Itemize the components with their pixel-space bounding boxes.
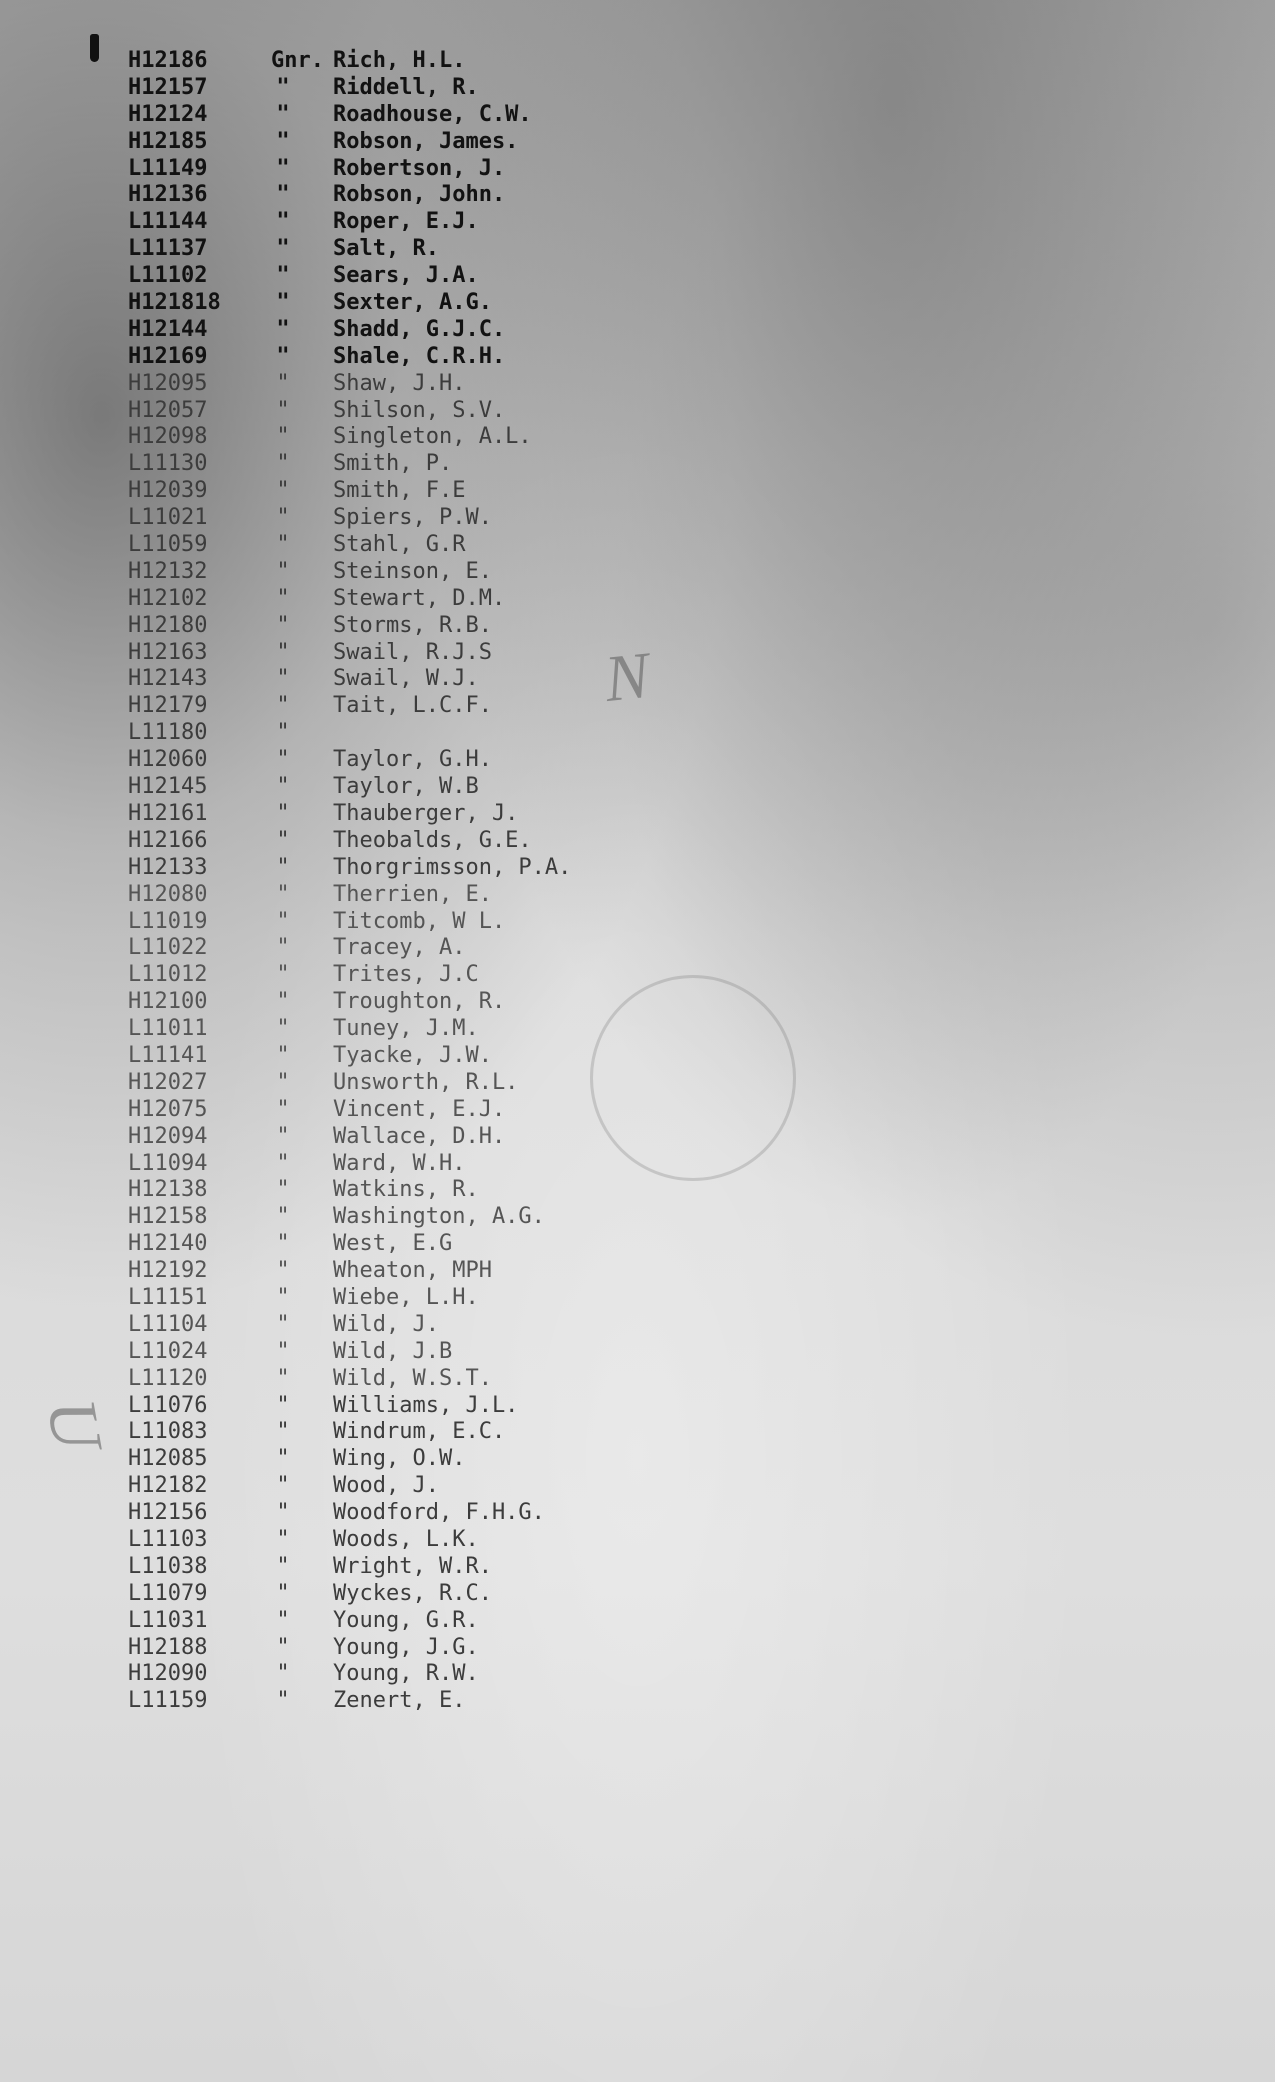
service-number: H12145: [128, 774, 208, 800]
soldier-name: Swail, R.J.S: [333, 639, 492, 665]
roster-row: [128, 1312, 688, 1339]
rank: ": [276, 1204, 290, 1230]
service-number: H12140: [128, 1231, 208, 1257]
soldier-name: Tait, L.C.F.: [333, 693, 492, 719]
roster-row: [128, 129, 688, 156]
service-number: H12095: [128, 370, 208, 396]
rank: ": [276, 558, 290, 584]
service-number: H12057: [128, 397, 208, 423]
service-number: H12075: [128, 1096, 208, 1122]
soldier-name: Wiebe, L.H.: [333, 1284, 479, 1310]
roster-row: [128, 1419, 688, 1446]
rank: ": [276, 424, 290, 450]
soldier-name: Robertson, J.: [333, 155, 506, 181]
rank: ": [276, 908, 290, 934]
rank: ": [276, 397, 290, 423]
soldier-name: Taylor, G.H.: [333, 747, 492, 773]
service-number: H12124: [128, 101, 208, 127]
rank: ": [276, 962, 290, 988]
roster-row: [128, 1688, 688, 1715]
roster-row: [128, 1581, 688, 1608]
roster-row: [128, 75, 688, 102]
soldier-name: Vincent, E.J.: [333, 1096, 506, 1122]
soldier-name: Zenert, E.: [333, 1688, 466, 1714]
service-number: H12060: [128, 747, 208, 773]
service-number: H12161: [128, 800, 208, 826]
soldier-name: Tuney, J.M.: [333, 1016, 479, 1042]
rank: ": [276, 1258, 290, 1284]
roster-row: [128, 209, 688, 236]
rank: ": [276, 693, 290, 719]
roster-row: [128, 236, 688, 263]
roster-row: [128, 1393, 688, 1420]
rank: ": [276, 209, 290, 235]
roster-row: [128, 182, 688, 209]
soldier-name: Shale, C.R.H.: [333, 343, 506, 369]
rank: ": [276, 236, 290, 262]
soldier-name: Tracey, A.: [333, 935, 466, 961]
rank: ": [276, 263, 290, 289]
rank: ": [276, 532, 290, 558]
service-number: L11076: [128, 1392, 208, 1418]
rank: ": [276, 1473, 290, 1499]
soldier-name: Robson, John.: [333, 182, 506, 208]
pencil-annotation-right: N: [601, 638, 653, 717]
soldier-name: Young, R.W.: [333, 1661, 479, 1687]
service-number: L11011: [128, 1016, 208, 1042]
service-number: H12188: [128, 1634, 208, 1660]
roster-row: [128, 586, 688, 613]
soldier-name: Woodford, F.H.G.: [333, 1500, 545, 1526]
soldier-name: Roper, E.J.: [333, 209, 479, 235]
rank: ": [276, 101, 290, 127]
roster-row: [128, 505, 688, 532]
service-number: H12143: [128, 666, 208, 692]
service-number: H12136: [128, 182, 208, 208]
roster-row: [128, 478, 688, 505]
roster-row: [128, 451, 688, 478]
service-number: L11079: [128, 1580, 208, 1606]
rank: ": [276, 1553, 290, 1579]
rank: ": [276, 827, 290, 853]
roster-row: [128, 1177, 688, 1204]
rank: ": [276, 1500, 290, 1526]
service-number: L11094: [128, 1150, 208, 1176]
rank: ": [276, 1634, 290, 1660]
service-number: H12157: [128, 74, 208, 100]
rank: ": [276, 128, 290, 154]
roster-row: [128, 613, 688, 640]
soldier-name: Taylor, W.B: [333, 774, 479, 800]
roster-row: [128, 1258, 688, 1285]
soldier-name: Smith, F.E: [333, 478, 466, 504]
roster-row: [128, 1285, 688, 1312]
soldier-name: Wheaton, MPH: [333, 1258, 492, 1284]
rank: ": [276, 585, 290, 611]
rank: ": [276, 1419, 290, 1445]
service-number: L11120: [128, 1365, 208, 1391]
soldier-name: Robson, James.: [333, 128, 519, 154]
roster-row: [128, 935, 688, 962]
soldier-name: Washington, A.G.: [333, 1204, 545, 1230]
soldier-name: Roadhouse, C.W.: [333, 101, 532, 127]
roster-row: [128, 828, 688, 855]
service-number: H12186: [128, 48, 208, 73]
service-number: L11022: [128, 935, 208, 961]
roster-row: [128, 1527, 688, 1554]
service-number: H12169: [128, 343, 208, 369]
service-number: H12094: [128, 1123, 208, 1149]
soldier-name: Wild, J.: [333, 1311, 439, 1337]
rank: ": [276, 1311, 290, 1337]
roster-row: [128, 102, 688, 129]
rank: ": [276, 290, 290, 316]
rank: ": [276, 1123, 290, 1149]
soldier-name: Troughton, R.: [333, 989, 506, 1015]
service-number: H12132: [128, 558, 208, 584]
rank: ": [276, 1096, 290, 1122]
roster-row: [128, 1446, 688, 1473]
rank: ": [276, 478, 290, 504]
roster-row: [128, 1661, 688, 1688]
rank: ": [276, 854, 290, 880]
roster-row: [128, 1151, 688, 1178]
roster-row: [128, 747, 688, 774]
rank: ": [276, 639, 290, 665]
service-number: H121818: [128, 290, 221, 316]
roster-row: [128, 693, 688, 720]
soldier-name: West, E.G: [333, 1231, 453, 1257]
soldier-name: Williams, J.L.: [333, 1392, 519, 1418]
roster-row: [128, 317, 688, 344]
roster-row: [128, 666, 688, 693]
soldier-name: Thorgrimsson, P.A.: [333, 854, 572, 880]
rank: ": [276, 612, 290, 638]
soldier-name: Shaw, J.H.: [333, 370, 466, 396]
rank: ": [276, 1042, 290, 1068]
rank: ": [276, 666, 290, 692]
soldier-name: Spiers, P.W.: [333, 505, 492, 531]
service-number: L11083: [128, 1419, 208, 1445]
soldier-name: Wright, W.R.: [333, 1553, 492, 1579]
soldier-name: Unsworth, R.L.: [333, 1069, 519, 1095]
service-number: L11102: [128, 263, 208, 289]
roster-row: [128, 882, 688, 909]
soldier-name: Wild, J.B: [333, 1338, 453, 1364]
soldier-name: Storms, R.B.: [333, 612, 492, 638]
rank: ": [276, 451, 290, 477]
roster-row: [128, 801, 688, 828]
roster-row: [128, 1097, 688, 1124]
soldier-name: Titcomb, W L.: [333, 908, 506, 934]
soldier-name: Stewart, D.M.: [333, 585, 506, 611]
soldier-name: Steinson, E.: [333, 558, 492, 584]
rank: ": [276, 1177, 290, 1203]
rank: ": [276, 343, 290, 369]
soldier-name: Woods, L.K.: [333, 1526, 479, 1552]
service-number: H12185: [128, 128, 208, 154]
service-number: H12039: [128, 478, 208, 504]
rank: ": [276, 989, 290, 1015]
roster-row: [128, 855, 688, 882]
roster-row: [128, 720, 688, 747]
service-number: L11024: [128, 1338, 208, 1364]
service-number: H12192: [128, 1258, 208, 1284]
service-number: L11180: [128, 720, 208, 746]
service-number: H12090: [128, 1661, 208, 1687]
rank: ": [276, 1069, 290, 1095]
service-number: H12133: [128, 854, 208, 880]
roster-row: [128, 909, 688, 936]
service-number: H12098: [128, 424, 208, 450]
service-number: L11059: [128, 532, 208, 558]
rank: ": [276, 155, 290, 181]
rank: ": [276, 370, 290, 396]
rank: ": [276, 800, 290, 826]
service-number: H12179: [128, 693, 208, 719]
soldier-name: Stahl, G.R: [333, 532, 466, 558]
rank: ": [276, 747, 290, 773]
rank: ": [276, 1338, 290, 1364]
roster-row: [128, 263, 688, 290]
soldier-name: Trites, J.C: [333, 962, 479, 988]
roster-row: [128, 1366, 688, 1393]
rank: ": [276, 1526, 290, 1552]
service-number: H12182: [128, 1473, 208, 1499]
service-number: L11019: [128, 908, 208, 934]
service-number: L11159: [128, 1688, 208, 1714]
service-number: L11141: [128, 1042, 208, 1068]
roster-row: [128, 1500, 688, 1527]
roster-row: [128, 1043, 688, 1070]
service-number: H12027: [128, 1069, 208, 1095]
soldier-name: Rich, H.L.: [333, 48, 466, 73]
rank: ": [276, 720, 290, 746]
service-number: H12180: [128, 612, 208, 638]
service-number: H12158: [128, 1204, 208, 1230]
rank: ": [276, 182, 290, 208]
pencil-annotation-left: U: [31, 1393, 117, 1457]
service-number: L11149: [128, 155, 208, 181]
service-number: L11021: [128, 505, 208, 531]
ink-mark: [90, 34, 99, 62]
service-number: H12163: [128, 639, 208, 665]
roster-row: [128, 1070, 688, 1097]
soldier-name: Salt, R.: [333, 236, 439, 262]
service-number: L11151: [128, 1284, 208, 1310]
soldier-name: Swail, W.J.: [333, 666, 479, 692]
rank: ": [276, 316, 290, 342]
rank: ": [276, 1231, 290, 1257]
service-number: H12102: [128, 585, 208, 611]
service-number: L11137: [128, 236, 208, 262]
service-number: H12144: [128, 316, 208, 342]
rank: ": [276, 1607, 290, 1633]
roster-row: [128, 989, 688, 1016]
roster-row: [128, 1339, 688, 1366]
roster-row: [128, 398, 688, 425]
roster-row: [128, 559, 688, 586]
soldier-name: Smith, P.: [333, 451, 453, 477]
soldier-name: Wing, O.W.: [333, 1446, 466, 1472]
roster-row: [128, 532, 688, 559]
roster-row: [128, 640, 688, 667]
service-number: L11103: [128, 1526, 208, 1552]
rank: ": [276, 1446, 290, 1472]
roster-row: [128, 1554, 688, 1581]
rank: ": [276, 1365, 290, 1391]
service-number: H12166: [128, 827, 208, 853]
rank: ": [276, 774, 290, 800]
rank: ": [276, 74, 290, 100]
soldier-name: Watkins, R.: [333, 1177, 479, 1203]
roster-row: [128, 371, 688, 398]
service-number: H12138: [128, 1177, 208, 1203]
rank: ": [276, 505, 290, 531]
roster-row: [128, 1608, 688, 1635]
rank: ": [276, 1016, 290, 1042]
soldier-name: Young, J.G.: [333, 1634, 479, 1660]
roster-row: [128, 424, 688, 451]
soldier-name: Therrien, E.: [333, 881, 492, 907]
rank: ": [276, 1688, 290, 1714]
roster-row: [128, 1204, 688, 1231]
soldier-name: Ward, W.H.: [333, 1150, 466, 1176]
soldier-name: Shilson, S.V.: [333, 397, 506, 423]
roster-row: [128, 156, 688, 183]
roster-row: [128, 1231, 688, 1258]
soldier-name: Sexter, A.G.: [333, 290, 492, 316]
roster-row: [128, 344, 688, 371]
soldier-name: Wyckes, R.C.: [333, 1580, 492, 1606]
rank: ": [276, 935, 290, 961]
soldier-name: Shadd, G.J.C.: [333, 316, 506, 342]
soldier-name: Theobalds, G.E.: [333, 827, 532, 853]
service-number: L11031: [128, 1607, 208, 1633]
soldier-name: Wallace, D.H.: [333, 1123, 506, 1149]
rank: ": [276, 1150, 290, 1176]
personnel-roster: [128, 48, 688, 1715]
soldier-name: Tyacke, J.W.: [333, 1042, 492, 1068]
roster-row: [128, 1473, 688, 1500]
roster-row: [128, 1016, 688, 1043]
soldier-name: Wood, J.: [333, 1473, 439, 1499]
roster-row: [128, 1635, 688, 1662]
service-number: L11038: [128, 1553, 208, 1579]
rank: ": [276, 1661, 290, 1687]
service-number: H12100: [128, 989, 208, 1015]
rank: ": [276, 881, 290, 907]
service-number: L11144: [128, 209, 208, 235]
service-number: L11130: [128, 451, 208, 477]
service-number: H12085: [128, 1446, 208, 1472]
rank: ": [276, 1392, 290, 1418]
service-number: L11012: [128, 962, 208, 988]
rank: ": [276, 1284, 290, 1310]
service-number: H12080: [128, 881, 208, 907]
service-number: H12156: [128, 1500, 208, 1526]
soldier-name: Thauberger, J.: [333, 800, 519, 826]
service-number: L11104: [128, 1311, 208, 1337]
soldier-name: Young, G.R.: [333, 1607, 479, 1633]
rank: Gnr.: [271, 48, 324, 73]
rank: ": [276, 1580, 290, 1606]
soldier-name: Riddell, R.: [333, 74, 479, 100]
soldier-name: Singleton, A.L.: [333, 424, 532, 450]
soldier-name: Windrum, E.C.: [333, 1419, 506, 1445]
soldier-name: Wild, W.S.T.: [333, 1365, 492, 1391]
roster-row: [128, 1124, 688, 1151]
roster-row: [128, 290, 688, 317]
roster-row: [128, 962, 688, 989]
soldier-name: Sears, J.A.: [333, 263, 479, 289]
roster-row: [128, 774, 688, 801]
roster-row: [128, 48, 688, 75]
